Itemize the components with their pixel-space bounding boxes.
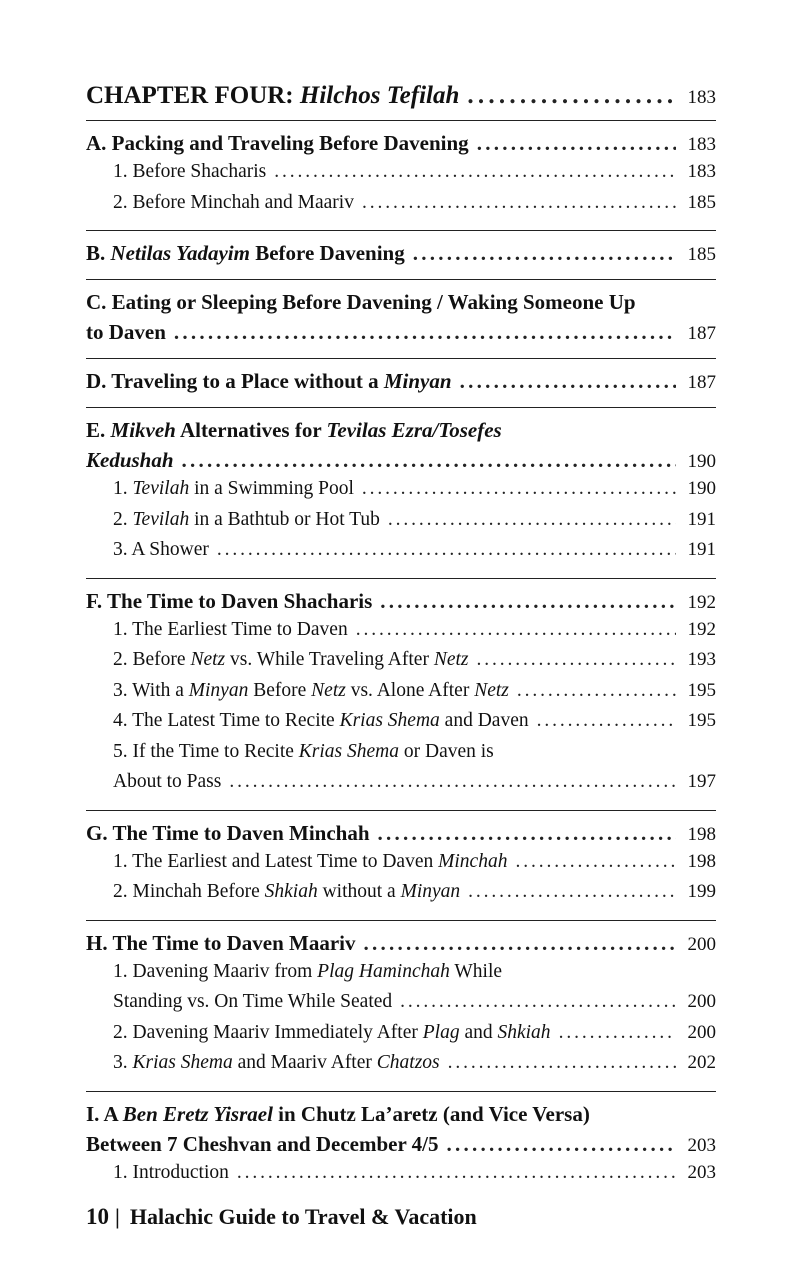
subsection-italic: Krias Shema xyxy=(339,710,440,731)
subsection-title: 1. The Earliest Time to Daven xyxy=(113,618,348,640)
subsection-italic: Tevilah xyxy=(132,508,190,530)
subsection-title: Standing vs. On Time While Seated xyxy=(113,991,393,1012)
section-title-line: to Daven xyxy=(86,320,166,344)
section-entry[interactable] xyxy=(86,369,716,399)
subsection-italic: Netz xyxy=(474,679,509,701)
page-number: 190 xyxy=(687,451,716,472)
subsection-part: 5. If the Time to Recite xyxy=(113,740,294,762)
subsection-entry[interactable] xyxy=(113,851,716,882)
subsection-italic: Minchah xyxy=(438,850,508,872)
subsection-part: 3. With a xyxy=(113,679,184,701)
subsection-part: 4. The Latest Time to Recite xyxy=(113,710,335,731)
section-entry[interactable] xyxy=(86,131,716,161)
subsection-part: or Daven is xyxy=(403,740,494,762)
dot-leader xyxy=(362,192,676,214)
dot-leader xyxy=(448,1052,676,1074)
page-number: 200 xyxy=(687,933,716,955)
section-title-rest: Before Davening xyxy=(255,241,405,265)
subsection-title: 1. Introduction xyxy=(113,1161,229,1183)
dot-leader xyxy=(229,771,676,793)
page-number: 190 xyxy=(687,478,716,499)
subsection-part: vs. Alone After xyxy=(350,679,470,701)
page-number: 203 xyxy=(687,1161,716,1183)
chapter-title xyxy=(86,82,459,110)
page-footer xyxy=(86,1204,477,1230)
dot-leader xyxy=(380,589,676,614)
subsection-rest: in a Bathtub or Hot Tub xyxy=(194,508,380,530)
dot-leader xyxy=(467,82,676,110)
subsection-part: 2. Before xyxy=(113,649,186,670)
subsection-part: 1. The Earliest and Latest Time to Daven xyxy=(113,850,434,872)
section-entry[interactable] xyxy=(86,821,716,851)
section-title-line: Between 7 Cheshvan and December 4/5 xyxy=(86,1131,439,1156)
subsection-italic: Plag Haminchah xyxy=(317,960,450,982)
page-number: 187 xyxy=(687,323,716,344)
dot-leader xyxy=(477,649,677,671)
dot-leader xyxy=(447,1132,676,1157)
subsection-num: 2. xyxy=(113,508,128,530)
divider xyxy=(86,279,716,280)
section-title-italic: Mikveh xyxy=(110,418,176,442)
subsection-entry[interactable] xyxy=(113,710,716,741)
section-a xyxy=(86,131,716,161)
page-number: 185 xyxy=(687,244,716,265)
subsection-italic: Netz xyxy=(311,679,346,701)
subsection-title xyxy=(113,478,354,500)
divider xyxy=(86,358,716,359)
page-number: 199 xyxy=(687,881,716,902)
footer-book-title: Halachic Guide to Travel & Vacation xyxy=(129,1204,477,1229)
section-title xyxy=(86,369,452,394)
subsection-title xyxy=(113,509,380,531)
section-g xyxy=(86,821,716,851)
dot-leader xyxy=(364,931,677,956)
subsection-title: About to Pass xyxy=(113,771,222,792)
dot-leader xyxy=(274,161,676,183)
section-title: H. The Time to Daven Maariv xyxy=(86,930,356,955)
section-entry[interactable] xyxy=(86,931,716,961)
subsection-italic: Shkiah xyxy=(497,1021,551,1043)
section-title-italic: Netilas Yadayim xyxy=(110,241,250,265)
subsection-title xyxy=(113,1022,551,1044)
subsection-part: 1. Davening Maariv from xyxy=(113,960,313,982)
table-of-contents xyxy=(86,82,716,1192)
subsection-entry[interactable] xyxy=(113,478,716,509)
page-number: 191 xyxy=(687,508,716,530)
section-d xyxy=(86,369,716,399)
subsection-entry[interactable] xyxy=(113,1022,716,1053)
subsection-title-line[interactable] xyxy=(113,741,716,772)
section-c[interactable] xyxy=(86,290,716,350)
subsection-num: 1. xyxy=(113,478,128,499)
page-number: 183 xyxy=(687,87,716,108)
subsection-italic: Netz xyxy=(433,649,469,670)
divider xyxy=(86,230,716,231)
page-number: 203 xyxy=(687,1134,716,1156)
subsection-title-line[interactable] xyxy=(113,961,716,992)
section-entry xyxy=(86,1132,716,1162)
section-label: E. xyxy=(86,418,106,442)
subsection-title xyxy=(113,881,460,903)
subsection-title xyxy=(113,1052,440,1074)
section-label: B. xyxy=(86,241,106,265)
dot-leader xyxy=(378,821,676,846)
subsection-part: 2. Davening Maariv Immediately After xyxy=(113,1021,418,1043)
page-number: 192 xyxy=(687,591,716,613)
dot-leader xyxy=(388,509,676,531)
section-a-subs xyxy=(86,161,716,222)
dot-leader xyxy=(537,710,676,732)
subsection-italic: Minyan xyxy=(400,881,461,902)
section-h xyxy=(86,931,716,961)
subsection-italic: Minyan xyxy=(188,679,249,701)
subsection-title xyxy=(113,851,507,873)
subsection-entry[interactable] xyxy=(113,881,716,912)
subsection-part: While xyxy=(454,960,503,982)
subsection-title: 2. Before Minchah and Maariv xyxy=(113,191,354,213)
chapter-heading[interactable] xyxy=(86,82,716,120)
footer-separator: | xyxy=(115,1204,120,1229)
subsection-title xyxy=(113,710,529,732)
divider xyxy=(86,120,716,121)
page-number: 187 xyxy=(687,372,716,393)
chapter-prefix: CHAPTER FOUR: xyxy=(86,82,294,109)
subsection-entry[interactable] xyxy=(113,619,716,650)
section-entry xyxy=(86,320,716,350)
section-f-subs xyxy=(86,619,716,802)
subsection-entry[interactable] xyxy=(113,509,716,540)
subsection-part: Before xyxy=(253,679,307,701)
page-number: 198 xyxy=(687,823,716,845)
subsection-part: without a xyxy=(322,881,396,902)
section-e[interactable] xyxy=(86,418,716,478)
subsection-entry[interactable] xyxy=(113,539,716,570)
subsection-italic: Tevilah xyxy=(132,478,190,499)
subsection-italic: Chatzos xyxy=(376,1052,440,1073)
page-number: 191 xyxy=(687,539,716,560)
page-number: 200 xyxy=(687,1021,716,1043)
section-title-line xyxy=(86,418,716,448)
section-f xyxy=(86,589,716,619)
dot-leader xyxy=(217,539,676,561)
subsection-entry[interactable] xyxy=(113,192,716,223)
dot-leader xyxy=(400,991,676,1013)
section-e-subs xyxy=(86,478,716,570)
subsection-italic: Krias Shema xyxy=(132,1052,233,1073)
dot-leader xyxy=(517,680,676,702)
subsection-title xyxy=(113,680,509,702)
divider xyxy=(86,407,716,408)
dot-leader xyxy=(356,619,676,641)
subsection-title: 1. Before Shacharis xyxy=(113,161,267,182)
page-number: 183 xyxy=(687,134,716,155)
section-title: G. The Time to Daven Minchah xyxy=(86,820,370,845)
dot-leader xyxy=(237,1162,676,1184)
subsection-part: 3. xyxy=(113,1052,128,1073)
chapter-title-italic: Hilchos Tefilah xyxy=(299,82,460,109)
dot-leader xyxy=(362,478,676,500)
section-title-rest: in Chutz La’aretz (and Vice Versa) xyxy=(278,1101,590,1126)
subsection-entry[interactable] xyxy=(113,161,716,192)
subsection-entry[interactable] xyxy=(113,649,716,680)
subsection-title xyxy=(113,649,469,671)
dot-leader xyxy=(515,851,676,873)
section-entry xyxy=(86,448,716,478)
section-title xyxy=(86,241,405,266)
subsection-part: 2. Minchah Before xyxy=(113,881,260,902)
subsection-italic: Shkiah xyxy=(264,881,318,902)
page-number: 192 xyxy=(687,618,716,640)
divider xyxy=(86,810,716,811)
subsection-title: 3. A Shower xyxy=(113,539,209,560)
page-number: 198 xyxy=(687,850,716,872)
page-number: 202 xyxy=(687,1052,716,1073)
section-b xyxy=(86,241,716,271)
section-label: I. A xyxy=(86,1101,118,1126)
subsection-entry[interactable] xyxy=(113,771,716,802)
subsection-entry[interactable] xyxy=(113,680,716,711)
subsection-part: and Daven xyxy=(444,710,529,731)
section-i[interactable] xyxy=(86,1102,716,1162)
page-number: 197 xyxy=(687,771,716,792)
section-g-subs xyxy=(86,851,716,912)
section-title-italic: Ben Eretz Yisrael xyxy=(122,1101,273,1126)
divider xyxy=(86,920,716,921)
section-title-line xyxy=(86,1102,716,1132)
divider xyxy=(86,578,716,579)
subsection-part: and Maariv After xyxy=(237,1052,372,1073)
footer-page-number: 10 xyxy=(86,1204,109,1229)
subsection-italic: Netz xyxy=(190,649,226,670)
dot-leader xyxy=(468,881,676,903)
page-number: 195 xyxy=(687,710,716,731)
page-number: 200 xyxy=(687,991,716,1012)
dot-leader xyxy=(559,1022,676,1044)
subsection-rest: in a Swimming Pool xyxy=(194,478,354,499)
dot-leader xyxy=(182,448,676,473)
section-title: F. The Time to Daven Shacharis xyxy=(86,588,373,613)
section-title-italic: Tevilas Ezra/Tosefes xyxy=(326,418,502,442)
subsection-entry[interactable] xyxy=(113,1162,716,1193)
subsection-part: and xyxy=(464,1021,493,1043)
section-entry[interactable] xyxy=(86,241,716,271)
page-number: 185 xyxy=(687,191,716,213)
dot-leader xyxy=(477,131,676,156)
divider xyxy=(86,1091,716,1092)
section-entry[interactable] xyxy=(86,589,716,619)
section-title-line: C. Eating or Sleeping Before Davening / Waking Someone Up xyxy=(86,290,636,314)
section-h-subs xyxy=(86,961,716,1083)
section-title-mid: Alternatives for xyxy=(179,418,322,442)
subsection-italic: Krias Shema xyxy=(298,740,399,762)
page-number: 195 xyxy=(687,679,716,701)
section-title-italic: Minyan xyxy=(383,369,452,393)
page-number: 183 xyxy=(687,161,716,182)
subsection-part: vs. While Traveling After xyxy=(229,649,429,670)
subsection-entry[interactable] xyxy=(113,1052,716,1083)
dot-leader xyxy=(413,241,676,266)
dot-leader xyxy=(174,320,676,345)
section-title-pre: D. Traveling to a Place without a xyxy=(86,369,379,393)
page-number: 193 xyxy=(687,649,716,670)
subsection-entry[interactable] xyxy=(113,991,716,1022)
section-i-subs xyxy=(86,1162,716,1193)
subsection-italic: Plag xyxy=(422,1021,460,1043)
section-title-italic: Kedushah xyxy=(86,448,174,472)
dot-leader xyxy=(460,369,676,394)
section-title: A. Packing and Traveling Before Davening xyxy=(86,131,469,155)
